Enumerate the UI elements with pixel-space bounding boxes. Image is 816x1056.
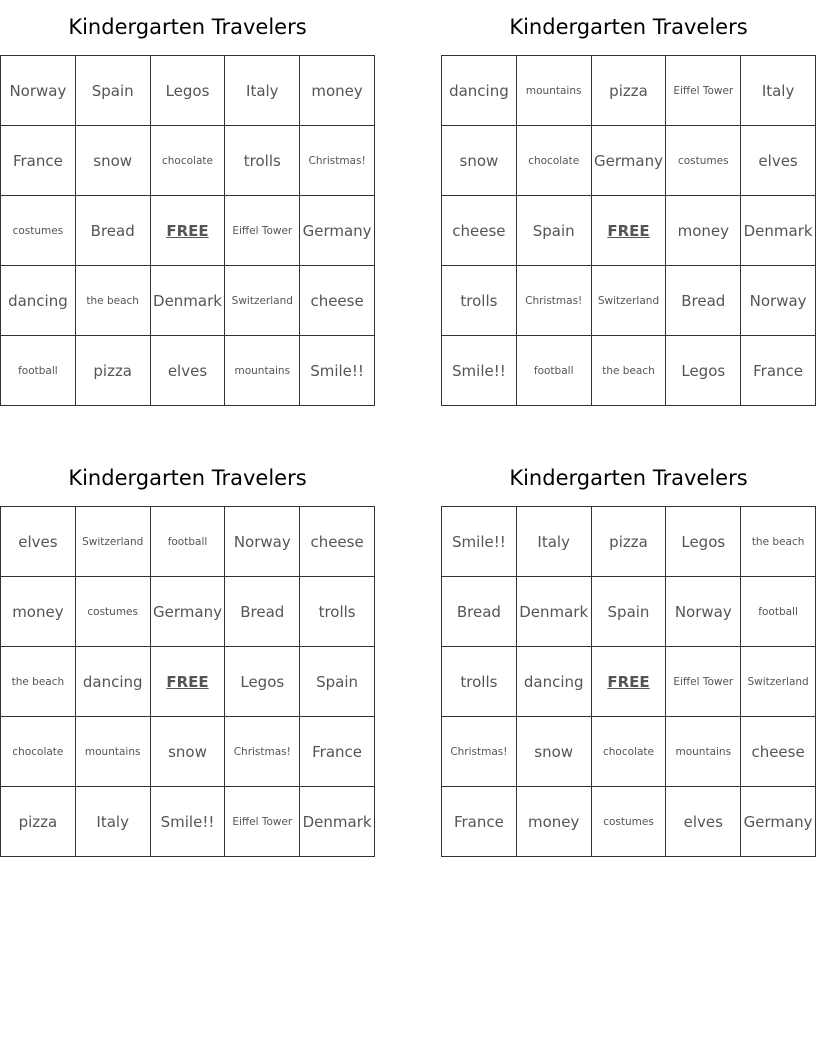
bingo-cell: Denmark	[741, 196, 816, 266]
card-title: Kindergarten Travelers	[68, 15, 307, 39]
grid-row	[442, 336, 816, 406]
bingo-grid	[0, 506, 375, 857]
bingo-cell: Spain	[591, 577, 666, 647]
bingo-cell: cheese	[300, 507, 375, 577]
bingo-card-3	[0, 451, 375, 857]
bingo-cell: Christmas!	[225, 717, 300, 787]
grid-row	[442, 787, 816, 857]
grid-row	[442, 266, 816, 336]
bingo-cell: Switzerland	[741, 647, 816, 717]
bingo-cell: Italy	[741, 56, 816, 126]
bingo-cell: France	[741, 336, 816, 406]
bingo-cell: mountains	[75, 717, 150, 787]
bingo-cell: trolls	[225, 126, 300, 196]
bingo-cell: Eiffel Tower	[666, 56, 741, 126]
grid-row	[1, 126, 375, 196]
bingo-cell: the beach	[591, 336, 666, 406]
bingo-cell: Spain	[516, 196, 591, 266]
bingo-cell: costumes	[1, 196, 76, 266]
grid-row	[1, 717, 375, 787]
bingo-cell: mountains	[666, 717, 741, 787]
bingo-cell: Spain	[75, 56, 150, 126]
bingo-grid	[441, 55, 816, 406]
bingo-cell: elves	[150, 336, 225, 406]
bingo-cell: pizza	[75, 336, 150, 406]
grid-row	[1, 56, 375, 126]
bingo-cell: Smile!!	[442, 507, 517, 577]
bingo-cell: football	[741, 577, 816, 647]
grid-row	[442, 56, 816, 126]
free-space-cell: FREE	[591, 196, 666, 266]
bingo-cell: Switzerland	[591, 266, 666, 336]
bingo-cell: trolls	[442, 266, 517, 336]
grid-row	[442, 507, 816, 577]
bingo-cell: France	[1, 126, 76, 196]
bingo-cell: snow	[516, 717, 591, 787]
free-space-cell: FREE	[150, 196, 225, 266]
bingo-cell: football	[150, 507, 225, 577]
bingo-cell: Denmark	[300, 787, 375, 857]
bingo-cell: cheese	[300, 266, 375, 336]
grid-row	[1, 336, 375, 406]
bingo-cell: Italy	[516, 507, 591, 577]
bingo-cell: mountains	[225, 336, 300, 406]
bingo-cell: Norway	[225, 507, 300, 577]
bingo-cell: Germany	[300, 196, 375, 266]
bingo-cell: Legos	[666, 507, 741, 577]
bingo-cell: Legos	[150, 56, 225, 126]
grid-row	[442, 126, 816, 196]
bingo-cell: pizza	[591, 507, 666, 577]
bingo-cell: money	[516, 787, 591, 857]
bingo-cell: Smile!!	[150, 787, 225, 857]
bingo-cell: money	[300, 56, 375, 126]
grid-row	[442, 647, 816, 717]
bingo-cell: Switzerland	[75, 507, 150, 577]
bingo-cell: snow	[75, 126, 150, 196]
free-space-cell: FREE	[591, 647, 666, 717]
grid-row	[1, 196, 375, 266]
bingo-grid	[441, 506, 816, 857]
bingo-cell: cheese	[442, 196, 517, 266]
bingo-cell: the beach	[75, 266, 150, 336]
grid-row	[1, 577, 375, 647]
bingo-cell: Christmas!	[300, 126, 375, 196]
bingo-cell: Eiffel Tower	[666, 647, 741, 717]
bingo-cell: Germany	[150, 577, 225, 647]
bingo-cell: Smile!!	[442, 336, 517, 406]
bingo-card-4	[441, 451, 816, 857]
bingo-cell: snow	[150, 717, 225, 787]
bingo-cell: pizza	[591, 56, 666, 126]
bingo-cell: Christmas!	[442, 717, 517, 787]
grid-row	[1, 266, 375, 336]
bingo-cell: Norway	[1, 56, 76, 126]
bingo-cell: Germany	[741, 787, 816, 857]
bingo-cell: chocolate	[591, 717, 666, 787]
bingo-cell: dancing	[75, 647, 150, 717]
bingo-cell: the beach	[1, 647, 76, 717]
bingo-cell: Smile!!	[300, 336, 375, 406]
bingo-cell: Bread	[442, 577, 517, 647]
bingo-cell: chocolate	[516, 126, 591, 196]
bingo-cell: Norway	[666, 577, 741, 647]
bingo-card-1	[0, 0, 375, 406]
bingo-cell: Germany	[591, 126, 666, 196]
bingo-grid	[0, 55, 375, 406]
bingo-cell: Italy	[75, 787, 150, 857]
bingo-cell: money	[1, 577, 76, 647]
bingo-cell: Bread	[225, 577, 300, 647]
bingo-cell: elves	[1, 507, 76, 577]
grid-row	[1, 647, 375, 717]
bingo-cell: trolls	[300, 577, 375, 647]
bingo-cell: costumes	[666, 126, 741, 196]
bingo-cell: dancing	[1, 266, 76, 336]
bingo-cell: chocolate	[1, 717, 76, 787]
card-title: Kindergarten Travelers	[509, 466, 748, 490]
grid-row	[442, 717, 816, 787]
bingo-card-2	[441, 0, 816, 406]
bingo-cell: Legos	[666, 336, 741, 406]
bingo-cell: dancing	[442, 56, 517, 126]
bingo-cell: mountains	[516, 56, 591, 126]
card-title: Kindergarten Travelers	[68, 466, 307, 490]
grid-row	[1, 507, 375, 577]
bingo-cell: chocolate	[150, 126, 225, 196]
bingo-cell: Eiffel Tower	[225, 196, 300, 266]
grid-row	[1, 787, 375, 857]
bingo-cell: elves	[741, 126, 816, 196]
bingo-cell: Switzerland	[225, 266, 300, 336]
bingo-cell: snow	[442, 126, 517, 196]
bingo-cell: Norway	[741, 266, 816, 336]
bingo-cell: football	[516, 336, 591, 406]
bingo-cell: Denmark	[150, 266, 225, 336]
bingo-cell: pizza	[1, 787, 76, 857]
bingo-cell: money	[666, 196, 741, 266]
bingo-cell: elves	[666, 787, 741, 857]
bingo-cell: cheese	[741, 717, 816, 787]
grid-row	[442, 577, 816, 647]
bingo-cell: France	[300, 717, 375, 787]
bingo-cell: football	[1, 336, 76, 406]
bingo-cell: costumes	[75, 577, 150, 647]
bingo-cell: Christmas!	[516, 266, 591, 336]
free-space-cell: FREE	[150, 647, 225, 717]
bingo-cell: Denmark	[516, 577, 591, 647]
bingo-cell: France	[442, 787, 517, 857]
bingo-cell: Eiffel Tower	[225, 787, 300, 857]
bingo-cell: Bread	[666, 266, 741, 336]
bingo-cell: Bread	[75, 196, 150, 266]
bingo-cell: Legos	[225, 647, 300, 717]
bingo-cell: trolls	[442, 647, 517, 717]
bingo-cell: the beach	[741, 507, 816, 577]
bingo-cell: dancing	[516, 647, 591, 717]
bingo-cell: Italy	[225, 56, 300, 126]
bingo-cell: costumes	[591, 787, 666, 857]
bingo-cell: Spain	[300, 647, 375, 717]
card-title: Kindergarten Travelers	[509, 15, 748, 39]
grid-row	[442, 196, 816, 266]
